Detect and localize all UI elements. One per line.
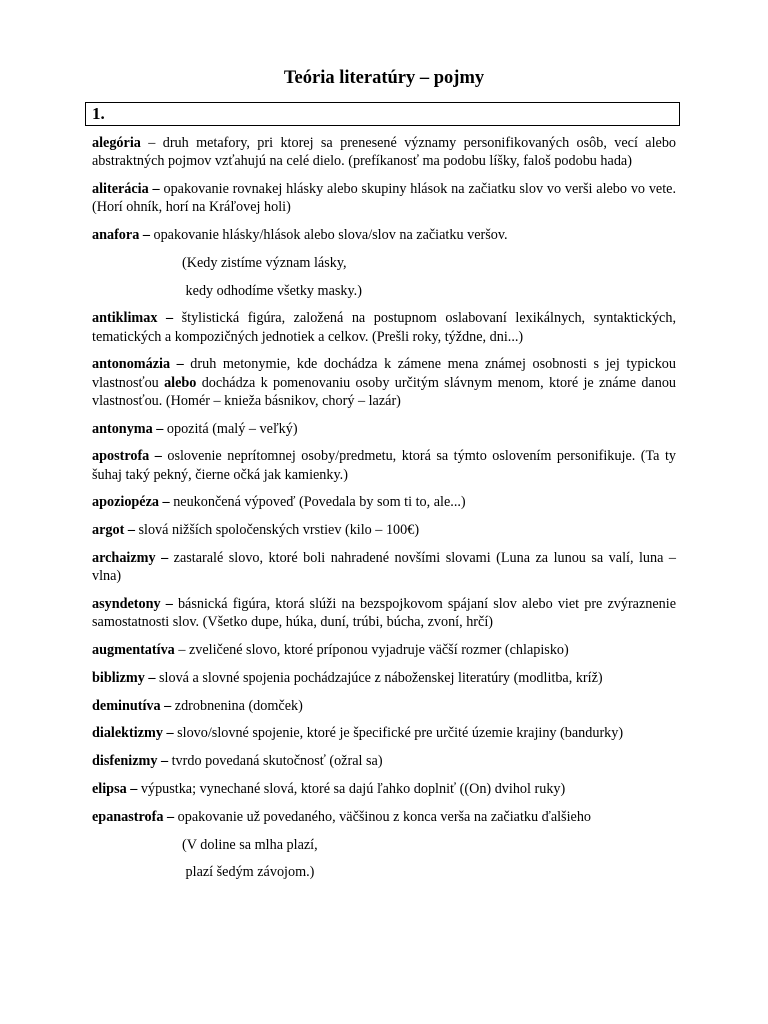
entry-definition: zdrobnenina (domček) <box>174 697 303 714</box>
entry-bold-word: alebo <box>164 374 197 391</box>
entry-term: alegória <box>92 135 141 151</box>
glossary-entry-epanastrofa <box>92 808 676 826</box>
entry-term: antiklimax <box>92 310 158 327</box>
glossary-entry-biblizmy <box>92 669 676 687</box>
glossary-entry-asyndetony <box>92 595 676 631</box>
entry-term: anafora <box>92 227 140 243</box>
glossary-entry-dialektizmy <box>92 724 676 742</box>
glossary-entry-elipsa <box>92 780 676 798</box>
glossary-entry-apostrofa <box>92 447 676 483</box>
entry-dash: – <box>162 725 178 742</box>
entry-example-line: kedy odhodíme všetky masky.) <box>182 282 362 299</box>
entry-dash: – <box>157 753 172 770</box>
entry-term: aliterácia <box>92 181 149 197</box>
entry-dash: – <box>139 227 154 243</box>
entry-definition: opozitá (malý – veľký) <box>166 420 298 437</box>
entry-definition: slovo/slovné spojenie, ktoré je špecifické pre určité územie krajiny (bandurky) <box>177 725 624 742</box>
entry-definition: opakovanie hlásky/hlások alebo slova/slov na začiatku veršov. <box>153 227 508 243</box>
entry-dash: – <box>126 780 141 797</box>
entry-definition: oslovenie neprítomnej osoby/predmetu, ktorá sa týmto oslovením personifikuje. (Ta ty šuhaj taký pekný, čierne očká jak kamienky.) <box>92 448 676 483</box>
entry-term: apoziopéza <box>92 494 159 511</box>
entry-definition: tvrdo povedaná skutočnosť (ožral sa) <box>171 753 383 770</box>
entry-definition: slová nižších spoločenských vrstiev (kilo – 100€) <box>138 522 420 539</box>
entry-definition: opakovanie rovnakej hlásky alebo skupiny hlások na začiatku slov vo verši alebo vo vete. (Horí ohník, horí na Kráľovej holi) <box>92 181 676 216</box>
entry-definition: básnická figúra, ktorá slúži na bezspojkovom spájaní slov alebo viet pre zvýraznenie samostatnosti slov. (Všetko dupe, húka, duní, trúbi, búcha, zvoní, hrčí) <box>92 595 677 631</box>
entry-dash: – <box>149 448 168 465</box>
glossary-entry-disfenizmy <box>92 752 676 770</box>
glossary-entry-archaizmy <box>92 549 676 585</box>
entry-dash: – <box>159 494 174 511</box>
entry-example-line: (Kedy zistíme význam lásky, <box>182 254 347 271</box>
entry-term: disfenizmy <box>92 753 158 770</box>
entry-dash: – <box>148 181 164 197</box>
entry-definition: štylistická figúra, založená na postupnom oslabovaní lexikálnych, syntaktických, tematických a kompozičných jednotiek a celkov. (Prešli roky, týždne, dni...) <box>92 310 676 345</box>
entry-dash: – <box>163 808 178 825</box>
entry-term: antonyma <box>92 420 153 437</box>
glossary-entry-augmentativa <box>92 641 676 659</box>
glossary-entries <box>92 134 676 891</box>
glossary-entry-apoziopeza <box>92 493 676 511</box>
entry-term: antonomázia <box>92 356 171 373</box>
entry-term: elipsa <box>92 780 127 797</box>
entry-definition: zastaralé slovo, ktoré boli nahradené novšími slovami (Luna za lunou sa valí, luna – vlna) <box>92 549 677 585</box>
glossary-entry-deminutiva <box>92 697 676 715</box>
entry-term: augmentatíva <box>92 641 175 658</box>
glossary-entry-antonyma <box>92 420 676 438</box>
entry-dash: – <box>160 697 175 714</box>
glossary-entry-alegoria <box>92 134 676 170</box>
entry-dash: – <box>140 135 163 151</box>
entry-dash: – <box>152 420 167 437</box>
entry-definition: výpustka; vynechané slová, ktoré sa dajú ľahko doplniť ((On) dvihol ruky) <box>140 780 566 797</box>
section-number-box: 1. <box>85 102 680 126</box>
entry-definition: zveličené slovo, ktoré príponou vyjadruje väčší rozmer (chlapisko) <box>188 641 569 658</box>
entry-definition: slová a slovné spojenia pochádzajúce z náboženskej literatúry (modlitba, kríž) <box>159 669 603 686</box>
entry-dash: – <box>170 356 191 373</box>
entry-term: dialektizmy <box>92 725 163 742</box>
entry-definition: neukončená výpoveď (Povedala by som ti to, ale...) <box>173 494 466 511</box>
entry-term: asyndetony <box>92 595 161 612</box>
entry-term: deminutíva <box>92 697 161 714</box>
entry-dash: – <box>144 669 160 686</box>
entry-dash: – <box>160 595 178 612</box>
glossary-entry-aliteracia <box>92 180 676 216</box>
glossary-entry-antiklimax <box>92 309 676 345</box>
entry-definition: druh metafory, pri ktorej sa prenesené významy personifikovaných osôb, vecí alebo abstraktných pojmov vzťahujú na celé dielo. (prefíkanosť ma podobu líšky, faloš podobu hada) <box>92 135 677 170</box>
entry-definition-cont: dochádza k pomenovaniu osoby určitým slávnym menom, ktoré je známe danou vlastnosťou. (Homér – knieža básnikov, chorý – lazár) <box>92 374 677 409</box>
glossary-entry-antonomazia <box>92 355 676 410</box>
entry-dash: – <box>157 310 182 327</box>
entry-dash: – <box>174 641 189 658</box>
entry-term: argot <box>92 522 125 539</box>
entry-definition: druh metonymie, kde dochádza k zámene mena známej osobnosti s jej typickou vlastnosťou <box>92 356 676 391</box>
document-title: Teória literatúry – pojmy <box>283 68 485 88</box>
entry-term: epanastrofa <box>92 808 164 825</box>
glossary-entry-argot <box>92 521 676 539</box>
entry-definition: opakovanie už povedaného, väčšinou z konca verša na začiatku ďalšieho <box>177 808 592 825</box>
entry-dash: – <box>155 549 174 566</box>
entry-term: apostrofa <box>92 448 150 465</box>
entry-dash: – <box>124 522 139 539</box>
entry-example-line: plazí šedým závojom.) <box>182 864 315 881</box>
entry-term: biblizmy <box>92 669 145 686</box>
entry-example-line: (V doline sa mlha plazí, <box>182 836 318 853</box>
entry-term: archaizmy <box>92 549 156 566</box>
glossary-entry-anafora <box>92 226 676 244</box>
